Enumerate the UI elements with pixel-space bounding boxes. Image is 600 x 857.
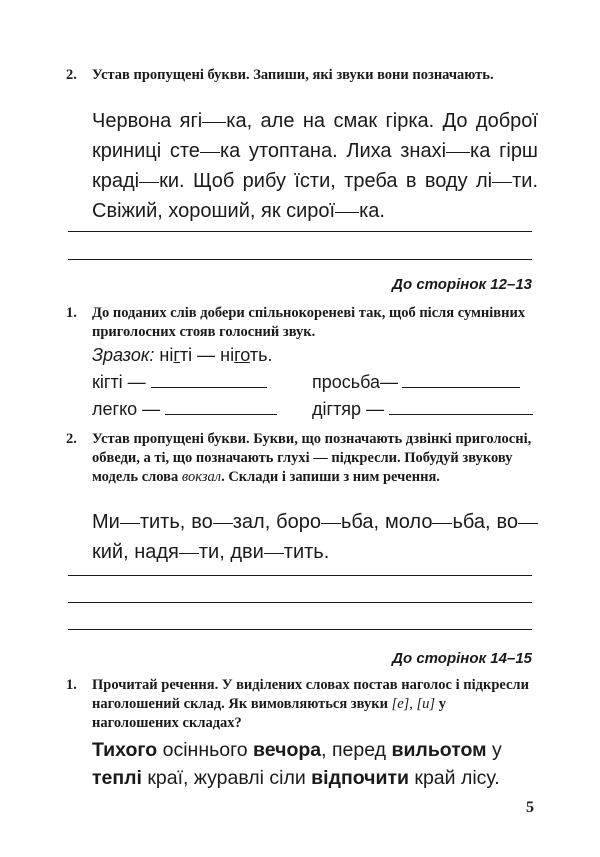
text-segment: Устав пропущені букви. Букви, що позначають дзвінкі приголосні, обведи, а ті, що позначають глухі — підкресли. Побудуй звукову модель слова: [92, 431, 532, 485]
blank-gap[interactable]: [179, 533, 199, 554]
word-prompt: кігті —: [92, 372, 146, 392]
answer-line[interactable]: [68, 231, 532, 232]
blank-gap[interactable]: [213, 503, 233, 524]
text-segment: Ми: [92, 511, 120, 533]
sentence-paragraph: [92, 736, 538, 792]
highlighted-word: вильотом: [391, 739, 487, 761]
section-heading: До сторінок 12–13: [392, 276, 532, 293]
text-segment: . Склади і запиши з ним речення.: [221, 469, 440, 485]
task-number: 2.: [66, 431, 77, 447]
task-number: 1.: [66, 305, 77, 321]
answer-line[interactable]: [68, 575, 532, 576]
text-segment: осіннього: [157, 739, 254, 761]
blank-gap[interactable]: [200, 132, 220, 153]
text-segment: тить, во: [139, 511, 213, 533]
sample-label: Зразок:: [92, 345, 155, 365]
word-prompt: легко —: [92, 399, 161, 419]
text-segment: ка.: [359, 200, 385, 222]
text-segment: ть.: [249, 345, 273, 365]
text-segment: ка гірш краді: [92, 140, 538, 192]
page-number: 5: [526, 799, 534, 816]
answer-blank[interactable]: [389, 413, 533, 415]
underlined-letter: го: [234, 345, 250, 365]
answer-blank[interactable]: [165, 413, 277, 415]
exercise-paragraph: [92, 106, 538, 226]
blank-gap[interactable]: [139, 162, 159, 183]
blank-gap[interactable]: [432, 503, 452, 524]
word-row-1-right: [312, 370, 520, 394]
text-segment: ьба, во: [452, 511, 518, 533]
word-prompt: просьба—: [312, 372, 399, 392]
answer-blank[interactable]: [151, 386, 267, 388]
blank-gap[interactable]: [321, 503, 341, 524]
word-row-1-left: [92, 370, 267, 394]
blank-gap[interactable]: [202, 102, 226, 123]
word-prompt: дігтяр —: [312, 399, 385, 419]
text-segment: кий, надя: [92, 541, 179, 563]
answer-line[interactable]: [68, 259, 532, 260]
text-segment: Червона ягі: [92, 110, 203, 132]
task-1-instruction: [66, 676, 536, 733]
task-text: [92, 676, 536, 733]
underlined-letter: г: [173, 345, 180, 365]
blank-gap[interactable]: [264, 533, 284, 554]
text-segment: ки. Щоб рибу їсти, треба в воду лі: [159, 170, 493, 192]
task-text: [92, 430, 536, 487]
text-segment: ні: [159, 345, 174, 365]
highlighted-word: теплі: [92, 767, 142, 789]
answer-line[interactable]: [68, 602, 532, 603]
text-segment: ти. Свіжий, хороший, як сирої: [92, 170, 538, 222]
text-segment: у: [486, 739, 502, 761]
highlighted-word: відпочити: [311, 767, 410, 789]
text-segment: ті — ні: [179, 345, 235, 365]
task-text: До поданих слів добери спільнокореневі так, щоб після сумнівних приголосних стояв голосний звук.: [92, 305, 526, 340]
answer-blank[interactable]: [402, 386, 520, 388]
section-heading: До сторінок 14–15: [392, 650, 532, 667]
text-segment: Прочитай речення. У виділених словах постав наголос і підкресли наголошений склад. Як вимовляються звуки: [92, 677, 529, 712]
word-row-2-left: [92, 397, 277, 421]
italic-word: вокзал: [181, 469, 222, 485]
word-row-2-right: [312, 397, 533, 421]
task-number: 2.: [66, 67, 77, 83]
answer-line[interactable]: [68, 629, 532, 630]
text-segment: ка, але на смак гірка. До доброї криниці сте: [92, 110, 538, 162]
sample-line: [92, 343, 273, 367]
task-2-instruction: [66, 66, 536, 85]
text-segment: тить.: [283, 541, 330, 563]
text-segment: ка утоптана. Лиха знахі: [219, 140, 447, 162]
task-text: Устав пропущені букви. Запиши, які звуки вони позначають.: [92, 67, 494, 83]
blank-gap[interactable]: [120, 503, 140, 524]
task-2-instruction: [66, 430, 536, 487]
text-segment: краї, журавлі сіли: [141, 767, 312, 789]
text-segment: ьба, моло: [341, 511, 433, 533]
task-number: 1.: [66, 677, 77, 693]
exercise-paragraph: [92, 507, 538, 567]
text-segment: , перед: [321, 739, 392, 761]
text-segment: край лісу.: [409, 767, 500, 789]
text-segment: у наголошених складах?: [92, 696, 446, 731]
highlighted-word: Тихого: [92, 739, 158, 761]
blank-gap[interactable]: [446, 132, 470, 153]
italic-sounds: [е], [и]: [391, 696, 436, 712]
text-segment: ти, дви: [198, 541, 264, 563]
blank-gap[interactable]: [492, 162, 512, 183]
blank-gap[interactable]: [335, 192, 359, 213]
highlighted-word: вечора: [253, 739, 322, 761]
text-segment: зал, боро: [232, 511, 321, 533]
task-1-instruction: [66, 304, 536, 342]
blank-gap[interactable]: [518, 503, 538, 524]
